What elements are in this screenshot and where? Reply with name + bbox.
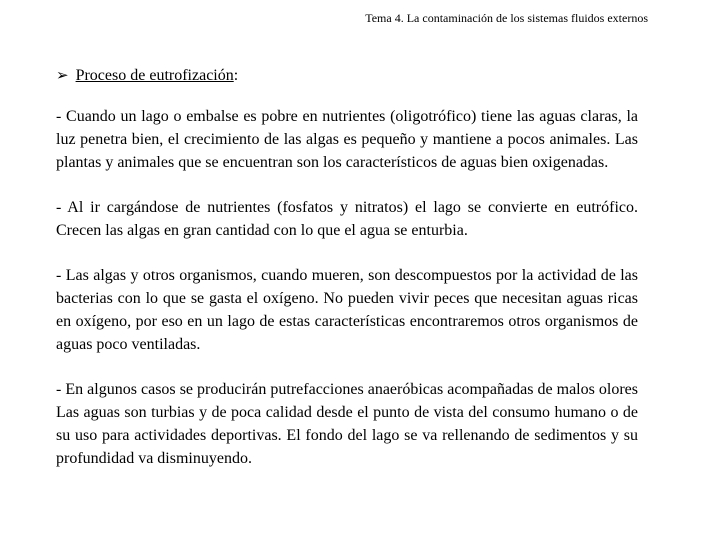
- paragraph-eutrophic: - Al ir cargándose de nutrientes (fosfatos y nitratos) el lago se convierte en eutrófico. Crecen las algas en gran cantidad con lo que el agua se enturbia.: [56, 199, 638, 239]
- arrow-right-icon: ➢: [56, 68, 69, 84]
- section-title-colon: :: [233, 67, 239, 84]
- section-title: Proceso de eutrofización: [75, 67, 234, 84]
- paragraph-decomposition: - Las algas y otros organismos, cuando mueren, son descompuestos por la actividad de las bacterias con lo que se gasta el oxígeno. No pueden vivir peces que necesitan aguas ricas en oxígeno, por eso en un lago de estas características encontraremos otros organismos de aguas poco ventiladas.: [56, 267, 638, 353]
- paragraph-anaerobic: - En algunos casos se producirán putrefacciones anaeróbicas acompañadas de malos olores Las aguas son turbias y de poca calidad desde el punto de vista del consumo humano o de su uso para actividades deportivas. El fondo del lago se va rellenando de sedimentos y su profundidad va disminuyendo.: [56, 381, 638, 467]
- section-heading: [56, 66, 238, 86]
- paragraph-oligotrophic: - Cuando un lago o embalse es pobre en nutrientes (oligotrófico) tiene las aguas claras, la luz penetra bien, el crecimiento de las algas es pequeño y mantiene a pocos animales. Las plantas y animales que se encuentran son los característicos de aguas bien oxigenadas.: [56, 108, 638, 171]
- body-text: [56, 105, 638, 492]
- page-header: Tema 4. La contaminación de los sistemas fluidos externos: [365, 11, 648, 25]
